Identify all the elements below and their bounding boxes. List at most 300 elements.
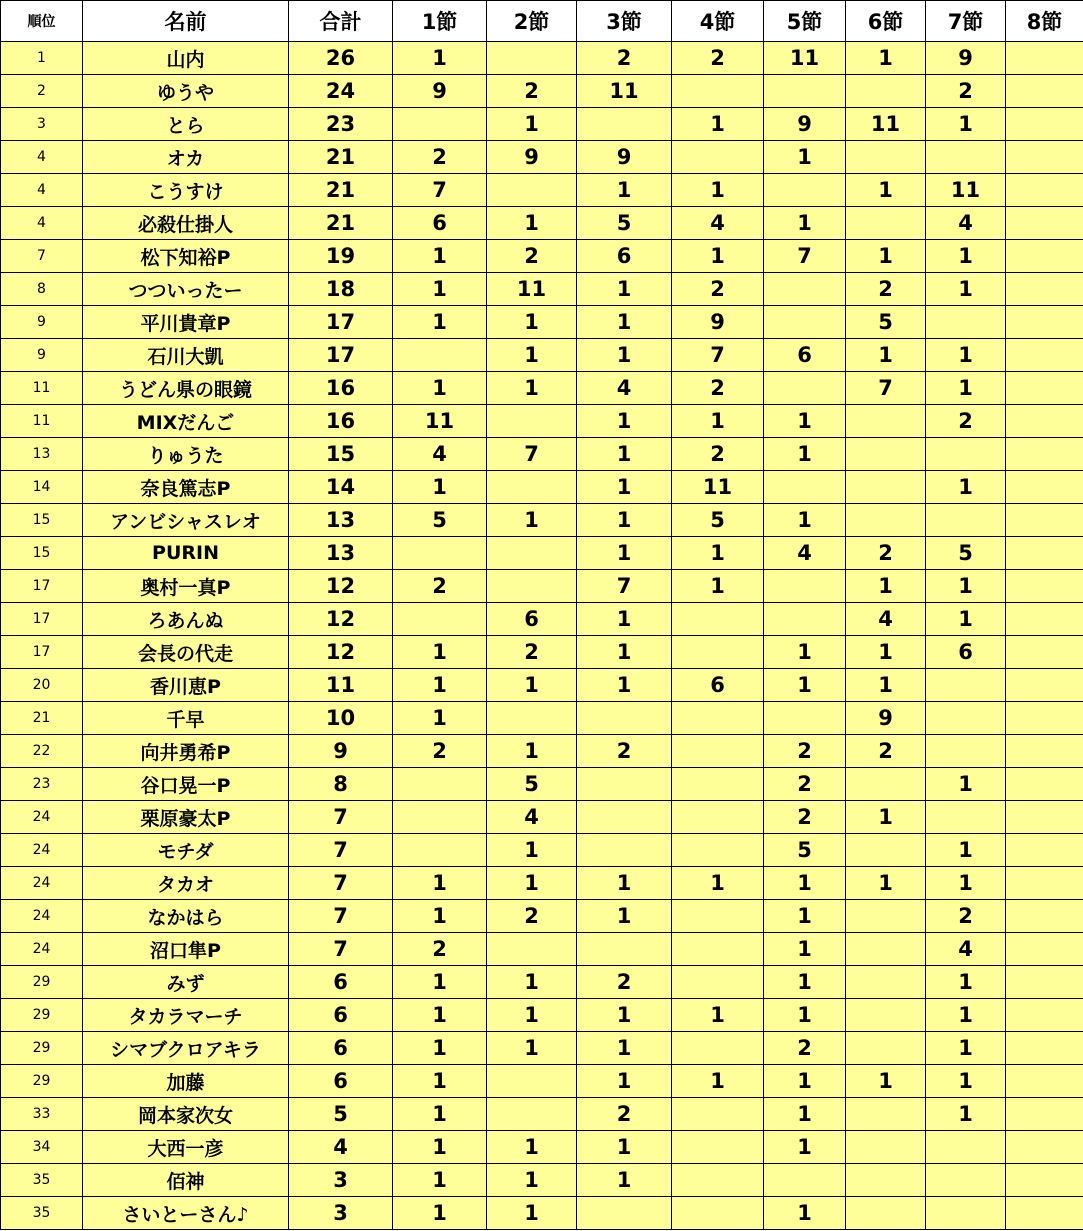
section-6-cell <box>846 207 926 240</box>
section-7-cell: 1 <box>926 240 1006 273</box>
table-row <box>1 1131 1083 1164</box>
name-cell: 加藤 <box>83 1065 289 1098</box>
section-5-cell: 1 <box>764 141 846 174</box>
section-5-cell: 1 <box>764 933 846 966</box>
rank-cell: 29 <box>1 1065 83 1098</box>
section-1-cell: 1 <box>393 867 487 900</box>
section-6-cell <box>846 999 926 1032</box>
section-5-cell: 1 <box>764 966 846 999</box>
section-4-cell <box>672 834 764 867</box>
section-7-cell <box>926 438 1006 471</box>
total-cell: 12 <box>289 570 393 603</box>
section-8-cell <box>1006 768 1083 801</box>
section-3-cell <box>577 108 672 141</box>
section-1-cell: 1 <box>393 372 487 405</box>
section-6-cell <box>846 471 926 504</box>
section-3-cell: 1 <box>577 900 672 933</box>
rank-cell: 29 <box>1 966 83 999</box>
section-6-cell: 1 <box>846 636 926 669</box>
name-cell: ろあんぬ <box>83 603 289 636</box>
section-4-cell: 1 <box>672 240 764 273</box>
table-row <box>1 834 1083 867</box>
section-4-cell <box>672 966 764 999</box>
header-cell-name: 名前 <box>83 1 289 42</box>
section-5-cell: 6 <box>764 339 846 372</box>
section-2-cell: 1 <box>487 339 577 372</box>
section-6-cell: 4 <box>846 603 926 636</box>
section-8-cell <box>1006 405 1083 438</box>
name-cell: 栗原豪太P <box>83 801 289 834</box>
total-cell: 12 <box>289 603 393 636</box>
table-row <box>1 603 1083 636</box>
section-6-cell <box>846 834 926 867</box>
section-1-cell: 11 <box>393 405 487 438</box>
section-3-cell: 1 <box>577 999 672 1032</box>
rank-cell: 3 <box>1 108 83 141</box>
section-5-cell: 2 <box>764 768 846 801</box>
rank-cell: 35 <box>1 1197 83 1230</box>
section-5-cell: 1 <box>764 999 846 1032</box>
table-row <box>1 42 1083 75</box>
table-row <box>1 1065 1083 1098</box>
section-7-cell: 1 <box>926 372 1006 405</box>
section-7-cell <box>926 1131 1006 1164</box>
section-8-cell <box>1006 900 1083 933</box>
section-2-cell: 11 <box>487 273 577 306</box>
section-7-cell: 1 <box>926 273 1006 306</box>
section-1-cell: 1 <box>393 1032 487 1065</box>
section-6-cell: 1 <box>846 867 926 900</box>
section-4-cell <box>672 702 764 735</box>
section-1-cell: 1 <box>393 240 487 273</box>
rank-cell: 20 <box>1 669 83 702</box>
section-7-cell: 9 <box>926 42 1006 75</box>
section-2-cell <box>487 1098 577 1131</box>
section-3-cell: 4 <box>577 372 672 405</box>
section-5-cell: 1 <box>764 405 846 438</box>
section-7-cell: 1 <box>926 768 1006 801</box>
name-cell: ゆうや <box>83 75 289 108</box>
section-5-cell <box>764 174 846 207</box>
rank-cell: 24 <box>1 933 83 966</box>
section-3-cell: 1 <box>577 1032 672 1065</box>
section-7-cell <box>926 735 1006 768</box>
section-6-cell <box>846 933 926 966</box>
section-7-cell: 1 <box>926 1098 1006 1131</box>
section-4-cell: 7 <box>672 339 764 372</box>
header-cell-section-6: 6節 <box>846 1 926 42</box>
section-7-cell <box>926 504 1006 537</box>
section-7-cell: 4 <box>926 933 1006 966</box>
total-cell: 8 <box>289 768 393 801</box>
section-2-cell: 1 <box>487 1164 577 1197</box>
section-2-cell: 2 <box>487 240 577 273</box>
rank-cell: 7 <box>1 240 83 273</box>
section-5-cell <box>764 702 846 735</box>
section-2-cell: 4 <box>487 801 577 834</box>
section-3-cell: 1 <box>577 669 672 702</box>
section-6-cell: 1 <box>846 801 926 834</box>
section-2-cell <box>487 537 577 570</box>
name-cell: 千早 <box>83 702 289 735</box>
section-7-cell <box>926 1164 1006 1197</box>
section-3-cell: 1 <box>577 537 672 570</box>
section-4-cell: 1 <box>672 174 764 207</box>
section-7-cell: 2 <box>926 405 1006 438</box>
section-8-cell <box>1006 174 1083 207</box>
section-1-cell: 1 <box>393 273 487 306</box>
table-row <box>1 768 1083 801</box>
name-cell: オカ <box>83 141 289 174</box>
section-8-cell <box>1006 669 1083 702</box>
section-7-cell: 6 <box>926 636 1006 669</box>
table-row <box>1 966 1083 999</box>
section-8-cell <box>1006 273 1083 306</box>
section-8-cell <box>1006 471 1083 504</box>
rank-cell: 9 <box>1 306 83 339</box>
total-cell: 21 <box>289 174 393 207</box>
section-7-cell <box>926 306 1006 339</box>
total-cell: 11 <box>289 669 393 702</box>
section-1-cell: 1 <box>393 900 487 933</box>
rank-cell: 24 <box>1 867 83 900</box>
name-cell: 佰神 <box>83 1164 289 1197</box>
section-4-cell: 1 <box>672 999 764 1032</box>
name-cell: 石川大凱 <box>83 339 289 372</box>
section-4-cell <box>672 1197 764 1230</box>
section-5-cell: 1 <box>764 504 846 537</box>
section-4-cell: 4 <box>672 207 764 240</box>
table-row <box>1 438 1083 471</box>
section-2-cell: 9 <box>487 141 577 174</box>
section-7-cell: 1 <box>926 1065 1006 1098</box>
name-cell: 岡本家次女 <box>83 1098 289 1131</box>
ranking-body <box>1 42 1083 1230</box>
section-1-cell: 1 <box>393 471 487 504</box>
section-3-cell: 6 <box>577 240 672 273</box>
section-8-cell <box>1006 636 1083 669</box>
section-6-cell <box>846 1098 926 1131</box>
section-8-cell <box>1006 834 1083 867</box>
name-cell: 平川貴章P <box>83 306 289 339</box>
section-3-cell: 2 <box>577 42 672 75</box>
total-cell: 7 <box>289 867 393 900</box>
section-8-cell <box>1006 141 1083 174</box>
rank-cell: 11 <box>1 372 83 405</box>
rank-cell: 22 <box>1 735 83 768</box>
section-4-cell <box>672 75 764 108</box>
name-cell: 大西一彦 <box>83 1131 289 1164</box>
table-row <box>1 999 1083 1032</box>
section-2-cell <box>487 702 577 735</box>
section-5-cell <box>764 306 846 339</box>
section-8-cell <box>1006 207 1083 240</box>
name-cell: 沼口隼P <box>83 933 289 966</box>
rank-cell: 2 <box>1 75 83 108</box>
section-6-cell <box>846 75 926 108</box>
section-3-cell: 1 <box>577 438 672 471</box>
total-cell: 17 <box>289 339 393 372</box>
section-6-cell: 1 <box>846 570 926 603</box>
section-2-cell: 1 <box>487 669 577 702</box>
table-row <box>1 1098 1083 1131</box>
name-cell: PURIN <box>83 537 289 570</box>
total-cell: 14 <box>289 471 393 504</box>
section-4-cell <box>672 933 764 966</box>
rank-cell: 13 <box>1 438 83 471</box>
total-cell: 21 <box>289 141 393 174</box>
section-7-cell <box>926 141 1006 174</box>
section-2-cell <box>487 471 577 504</box>
section-3-cell: 2 <box>577 966 672 999</box>
section-7-cell: 1 <box>926 834 1006 867</box>
rank-cell: 4 <box>1 207 83 240</box>
section-3-cell: 9 <box>577 141 672 174</box>
section-3-cell: 1 <box>577 1131 672 1164</box>
section-3-cell <box>577 702 672 735</box>
section-2-cell: 2 <box>487 900 577 933</box>
section-2-cell <box>487 405 577 438</box>
section-5-cell: 2 <box>764 735 846 768</box>
section-7-cell: 2 <box>926 75 1006 108</box>
section-5-cell: 1 <box>764 1197 846 1230</box>
section-5-cell: 2 <box>764 1032 846 1065</box>
rank-cell: 29 <box>1 1032 83 1065</box>
rank-cell: 8 <box>1 273 83 306</box>
section-8-cell <box>1006 801 1083 834</box>
section-5-cell: 1 <box>764 1065 846 1098</box>
table-row <box>1 801 1083 834</box>
section-4-cell <box>672 1131 764 1164</box>
section-8-cell <box>1006 1065 1083 1098</box>
rank-cell: 4 <box>1 141 83 174</box>
total-cell: 13 <box>289 504 393 537</box>
section-6-cell: 2 <box>846 735 926 768</box>
section-8-cell <box>1006 504 1083 537</box>
section-6-cell <box>846 1131 926 1164</box>
total-cell: 7 <box>289 801 393 834</box>
total-cell: 3 <box>289 1164 393 1197</box>
section-5-cell: 1 <box>764 1098 846 1131</box>
section-1-cell: 5 <box>393 504 487 537</box>
section-8-cell <box>1006 339 1083 372</box>
section-3-cell: 1 <box>577 603 672 636</box>
section-2-cell: 2 <box>487 75 577 108</box>
table-row <box>1 669 1083 702</box>
section-4-cell: 1 <box>672 537 764 570</box>
total-cell: 21 <box>289 207 393 240</box>
section-6-cell <box>846 966 926 999</box>
section-4-cell: 2 <box>672 273 764 306</box>
section-7-cell: 1 <box>926 471 1006 504</box>
section-3-cell: 1 <box>577 504 672 537</box>
section-2-cell <box>487 570 577 603</box>
section-5-cell <box>764 603 846 636</box>
table-row <box>1 504 1083 537</box>
section-8-cell <box>1006 999 1083 1032</box>
section-4-cell <box>672 141 764 174</box>
section-4-cell: 9 <box>672 306 764 339</box>
total-cell: 18 <box>289 273 393 306</box>
section-7-cell <box>926 702 1006 735</box>
table-row <box>1 570 1083 603</box>
section-5-cell: 1 <box>764 669 846 702</box>
section-5-cell <box>764 570 846 603</box>
section-6-cell <box>846 141 926 174</box>
section-6-cell: 2 <box>846 537 926 570</box>
section-6-cell: 11 <box>846 108 926 141</box>
section-6-cell <box>846 504 926 537</box>
section-8-cell <box>1006 1197 1083 1230</box>
name-cell: MIXだんご <box>83 405 289 438</box>
section-4-cell: 2 <box>672 372 764 405</box>
section-2-cell: 2 <box>487 636 577 669</box>
section-2-cell: 1 <box>487 867 577 900</box>
section-6-cell: 5 <box>846 306 926 339</box>
total-cell: 16 <box>289 372 393 405</box>
section-7-cell: 1 <box>926 108 1006 141</box>
table-row <box>1 933 1083 966</box>
header-cell-section-5: 5節 <box>764 1 846 42</box>
section-2-cell: 1 <box>487 966 577 999</box>
total-cell: 15 <box>289 438 393 471</box>
section-2-cell: 6 <box>487 603 577 636</box>
name-cell: 山内 <box>83 42 289 75</box>
header-cell-section-4: 4節 <box>672 1 764 42</box>
table-row <box>1 339 1083 372</box>
total-cell: 4 <box>289 1131 393 1164</box>
section-1-cell <box>393 768 487 801</box>
rank-cell: 9 <box>1 339 83 372</box>
section-6-cell: 1 <box>846 42 926 75</box>
section-6-cell: 1 <box>846 1065 926 1098</box>
header-cell-section-7: 7節 <box>926 1 1006 42</box>
section-6-cell: 1 <box>846 339 926 372</box>
total-cell: 19 <box>289 240 393 273</box>
total-cell: 24 <box>289 75 393 108</box>
section-2-cell <box>487 42 577 75</box>
section-1-cell: 1 <box>393 1164 487 1197</box>
rank-cell: 29 <box>1 999 83 1032</box>
section-4-cell <box>672 768 764 801</box>
name-cell: なかはら <box>83 900 289 933</box>
section-4-cell: 11 <box>672 471 764 504</box>
section-5-cell <box>764 75 846 108</box>
section-3-cell: 1 <box>577 174 672 207</box>
rank-cell: 34 <box>1 1131 83 1164</box>
section-6-cell: 1 <box>846 240 926 273</box>
section-5-cell <box>764 471 846 504</box>
name-cell: こうすけ <box>83 174 289 207</box>
name-cell: うどん県の眼鏡 <box>83 372 289 405</box>
total-cell: 23 <box>289 108 393 141</box>
section-6-cell: 9 <box>846 702 926 735</box>
table-row <box>1 306 1083 339</box>
section-8-cell <box>1006 306 1083 339</box>
rank-cell: 14 <box>1 471 83 504</box>
section-5-cell: 2 <box>764 801 846 834</box>
section-4-cell: 1 <box>672 108 764 141</box>
section-5-cell: 9 <box>764 108 846 141</box>
section-4-cell: 1 <box>672 570 764 603</box>
table-row <box>1 273 1083 306</box>
section-7-cell: 1 <box>926 603 1006 636</box>
section-1-cell: 2 <box>393 735 487 768</box>
section-8-cell <box>1006 603 1083 636</box>
section-8-cell <box>1006 702 1083 735</box>
section-7-cell: 1 <box>926 867 1006 900</box>
section-1-cell <box>393 801 487 834</box>
section-5-cell: 11 <box>764 42 846 75</box>
name-cell: シマブクロアキラ <box>83 1032 289 1065</box>
rank-cell: 23 <box>1 768 83 801</box>
section-5-cell <box>764 372 846 405</box>
total-cell: 17 <box>289 306 393 339</box>
table-row <box>1 900 1083 933</box>
section-2-cell: 1 <box>487 999 577 1032</box>
section-3-cell: 1 <box>577 867 672 900</box>
table-row <box>1 1032 1083 1065</box>
table-row <box>1 207 1083 240</box>
header-row <box>1 1 1083 42</box>
name-cell: タカオ <box>83 867 289 900</box>
header-cell-total: 合計 <box>289 1 393 42</box>
table-row <box>1 537 1083 570</box>
section-1-cell: 1 <box>393 42 487 75</box>
total-cell: 7 <box>289 834 393 867</box>
section-7-cell: 5 <box>926 537 1006 570</box>
section-2-cell: 7 <box>487 438 577 471</box>
section-3-cell: 1 <box>577 1065 672 1098</box>
section-1-cell: 1 <box>393 1098 487 1131</box>
rank-cell: 24 <box>1 900 83 933</box>
section-7-cell: 1 <box>926 966 1006 999</box>
header-cell-section-8: 8節 <box>1006 1 1083 42</box>
rank-cell: 33 <box>1 1098 83 1131</box>
total-cell: 10 <box>289 702 393 735</box>
section-2-cell: 1 <box>487 306 577 339</box>
section-3-cell <box>577 1197 672 1230</box>
section-1-cell: 1 <box>393 669 487 702</box>
section-1-cell: 4 <box>393 438 487 471</box>
section-1-cell: 1 <box>393 1065 487 1098</box>
section-2-cell: 1 <box>487 108 577 141</box>
section-7-cell: 11 <box>926 174 1006 207</box>
name-cell: 香川恵P <box>83 669 289 702</box>
section-6-cell: 2 <box>846 273 926 306</box>
section-1-cell: 7 <box>393 174 487 207</box>
section-5-cell: 1 <box>764 1131 846 1164</box>
name-cell: 奥村一真P <box>83 570 289 603</box>
name-cell: つついったー <box>83 273 289 306</box>
section-8-cell <box>1006 933 1083 966</box>
name-cell: アンビシャスレオ <box>83 504 289 537</box>
section-7-cell: 1 <box>926 999 1006 1032</box>
section-4-cell <box>672 735 764 768</box>
section-2-cell: 1 <box>487 207 577 240</box>
name-cell: タカラマーチ <box>83 999 289 1032</box>
section-1-cell: 1 <box>393 306 487 339</box>
section-3-cell: 2 <box>577 1098 672 1131</box>
section-3-cell: 1 <box>577 306 672 339</box>
total-cell: 16 <box>289 405 393 438</box>
table-row <box>1 735 1083 768</box>
section-1-cell <box>393 339 487 372</box>
section-4-cell: 2 <box>672 42 764 75</box>
section-1-cell <box>393 834 487 867</box>
section-6-cell <box>846 438 926 471</box>
name-cell: 奈良篤志P <box>83 471 289 504</box>
